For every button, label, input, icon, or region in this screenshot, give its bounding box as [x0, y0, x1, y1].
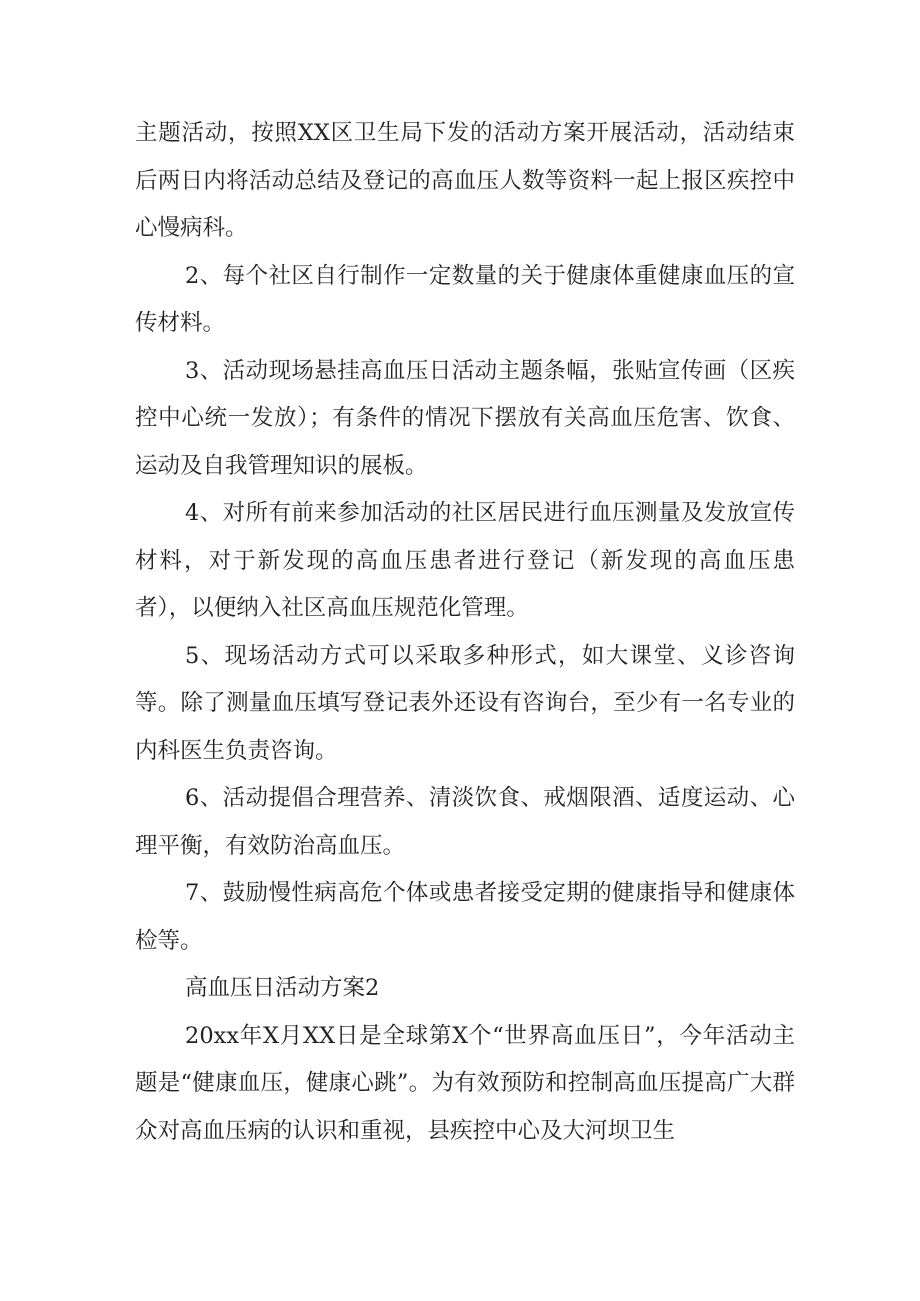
paragraph-item-4: 4、对所有前来参加活动的社区居民进行血压测量及发放宣传材料，对于新发现的高血压患者进行登记（新发现的高血压患者），以便纳入社区高血压规范化管理。 [135, 500, 795, 621]
paragraph-item-7: 7、鼓励慢性病高危个体或患者接受定期的健康指导和健康体检等。 [135, 880, 795, 954]
document-body [135, 110, 795, 1155]
paragraph-item-3: 3、活动现场悬挂高血压日活动主题条幅，张贴宣传画（区疾控中心统一发放）；有条件的情况下摆放有关高血压危害、饮食、运动及自我管理知识的展板。 [135, 357, 795, 479]
section-heading: 高血压日活动方案2 [185, 975, 380, 1001]
paragraph-item-5: 5、现场活动方式可以采取多种形式，如大课堂、义诊咨询等。除了测量血压填写登记表外还设有咨询台，至少有一名专业的内科医生负责咨询。 [135, 642, 795, 764]
paragraph-item-6: 6、活动提倡合理营养、清淡饮食、戒烟限酒、适度运动、心理平衡，有效防治高血压。 [135, 785, 795, 859]
paragraph-item-2: 2、每个社区自行制作一定数量的关于健康体重健康血压的宣传材料。 [135, 262, 795, 336]
paragraph-1: 主题活动，按照XX区卫生局下发的活动方案开展活动，活动结束后两日内将活动总结及登记的高血压人数等资料一起上报区疾控中心慢病科。 [135, 120, 795, 241]
paragraph-intro: 20xx年X月XX日是全球第X个“世界高血压日”，今年活动主题是“健康血压，健康心跳”。为有效预防和控制高血压提高广大群众对高血压病的认识和重视，县疾控中心及大河坝卫生 [135, 1022, 795, 1144]
